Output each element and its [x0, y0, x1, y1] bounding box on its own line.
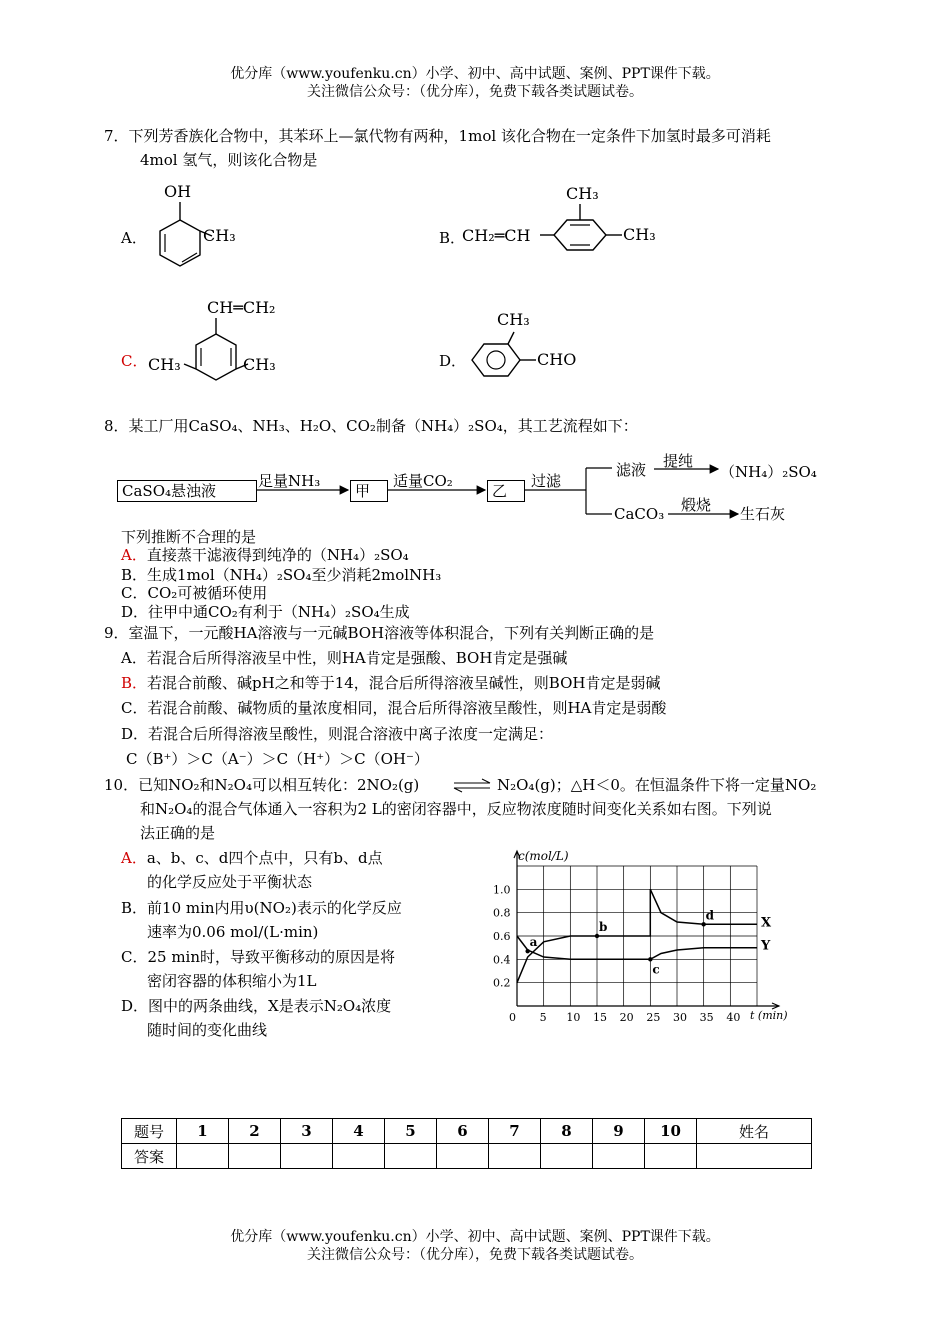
chart-xlabel: t (min)	[750, 1009, 788, 1022]
q10-option-a-label: A．	[121, 849, 147, 867]
question-number: 10	[645, 1119, 697, 1144]
chart-ylabel: c(mol/L)	[518, 849, 569, 863]
answer-cell[interactable]	[229, 1144, 281, 1169]
structure-c-ch3-left: CH₃	[148, 355, 181, 374]
structure-c-vinyl: CH═CH₂	[207, 298, 276, 317]
x-tick-label: 20	[619, 1011, 634, 1024]
structure-d-ch3: CH₃	[497, 310, 530, 329]
point-label-c: c	[652, 962, 660, 977]
chart-axes	[514, 851, 779, 1009]
series-label-X: X	[761, 915, 772, 931]
q9-option-d-line2: C（B⁺）＞C（A⁻）＞C（H⁺）＞C（OH⁻）	[126, 750, 429, 768]
flow-box-caso4: CaSO₄悬浊液	[117, 480, 257, 502]
answer-table-answer-row	[122, 1144, 812, 1169]
q8-option-a-label: A．	[121, 546, 147, 564]
q10-option-d-line2: 随时间的变化曲线	[147, 1021, 268, 1039]
q10-stem-3: 法正确的是	[140, 824, 216, 842]
q10-option-c-line2: 密闭容器的体积缩小为1L	[147, 972, 317, 990]
q10-stem-2: 和N₂O₄的混合气体通入一容积为2 L的密闭容器中，反应物浓度随时间变化关系如右图。下列说	[140, 800, 772, 818]
answer-cell[interactable]	[489, 1144, 541, 1169]
q9-option-a: A．若混合后所得溶液呈中性，则HA肯定是强酸、BOH肯定是强碱	[121, 649, 568, 667]
y-tick-label: 0.4	[493, 953, 511, 967]
q9-stem: 9．室温下，一元酸HA溶液与一元碱BOH溶液等体积混合，下列有关判断正确的是	[104, 624, 655, 642]
series-label-Y: Y	[761, 938, 771, 954]
q8-option-c: C．CO₂可被循环使用	[121, 584, 268, 602]
q9-option-c: C．若混合前酸、碱物质的量浓度相同，混合后所得溶液呈酸性，则HA肯定是弱酸	[121, 699, 667, 717]
flow-caco3: CaCO₃	[614, 505, 665, 523]
question-number: 4	[333, 1119, 385, 1144]
flow-arrow3-label: 过滤	[531, 472, 562, 490]
answer-cell[interactable]	[281, 1144, 333, 1169]
concentration-chart	[480, 838, 800, 1028]
point-a	[525, 949, 529, 953]
flow-product: （NH₄）₂SO₄	[720, 463, 817, 481]
x-tick-label: 5	[539, 1011, 547, 1024]
equilibrium-arrow	[452, 779, 492, 793]
chart-ticks	[493, 883, 740, 1024]
y-tick-label: 0.8	[493, 906, 511, 920]
question-number: 2	[229, 1119, 281, 1144]
question-number: 9	[593, 1119, 645, 1144]
q8-option-d: D．往甲中通CO₂有利于（NH₄）₂SO₄生成	[121, 603, 410, 621]
flow-box-yi: 乙	[487, 480, 525, 502]
question-number: 7	[489, 1119, 541, 1144]
header-line-1: 优分库（www.youfenku.cn）小学、初中、高中试题、案例、PPT课件下载。	[230, 66, 720, 82]
q7-option-c-label: C．	[121, 352, 148, 370]
structure-b-ch3-top: CH₃	[566, 184, 599, 203]
answer-cell[interactable]	[177, 1144, 229, 1169]
q9-option-b-label: B．	[121, 674, 148, 692]
point-b	[595, 934, 599, 938]
q7-option-a-label: A．	[121, 229, 147, 247]
question-number: 6	[437, 1119, 489, 1144]
x-tick-label: 40	[726, 1011, 741, 1024]
structure-a-ch3: CH₃	[203, 226, 236, 245]
q7-stem-2: 4mol 氢气，则该化合物是	[140, 151, 318, 169]
chart-points	[525, 908, 714, 976]
answer-table-header-row	[122, 1119, 812, 1144]
q7-stem-1: 7．下列芳香族化合物中，其苯环上—氯代物有两种，1mol 该化合物在一定条件下加氢时最多可消耗	[104, 127, 771, 145]
q10-option-b-line2: 速率为0.06 mol/(L·min)	[147, 923, 319, 941]
flow-purify-label: 提纯	[663, 452, 694, 470]
q10-option-d-line1: D．图中的两条曲线，X是表示N₂O₄浓度	[121, 997, 392, 1015]
x-tick-label: 35	[699, 1011, 714, 1024]
q10-option-c-line1: C．25 min时，导致平衡移动的原因是将	[121, 948, 396, 966]
point-label-b: b	[599, 920, 608, 934]
question-number: 1	[177, 1119, 229, 1144]
point-d	[701, 922, 705, 926]
footer-line-1: 优分库（www.youfenku.cn）小学、初中、高中试题、案例、PPT课件下载。	[230, 1229, 720, 1245]
q9-option-d: D．若混合后所得溶液呈酸性，则混合溶液中离子浓度一定满足：	[121, 725, 554, 743]
q10-stem-1a: 10．已知NO₂和N₂O₄可以相互转化：2NO₂(g)	[104, 776, 420, 794]
name-label: 姓名	[697, 1119, 812, 1144]
point-label-d: d	[705, 908, 715, 923]
y-tick-label: 0.6	[493, 930, 511, 943]
y-tick-label: 0.2	[493, 976, 511, 990]
point-label-a: a	[529, 935, 538, 950]
question-number-label: 题号	[122, 1119, 177, 1144]
structure-b-vinyl: CH₂═CH	[462, 226, 531, 245]
x-tick-label: 10	[566, 1011, 581, 1024]
answer-cell[interactable]	[645, 1144, 697, 1169]
flow-lime: 生石灰	[740, 505, 786, 523]
name-cell[interactable]	[697, 1144, 812, 1169]
x-tick-label: 15	[593, 1011, 607, 1024]
y-tick-label: 1.0	[493, 883, 511, 897]
q10-option-a-line2: 的化学反应处于平衡状态	[147, 873, 313, 891]
footer-line-2: 关注微信公众号：（优分库），免费下载各类试题试卷。	[307, 1247, 643, 1263]
q8-option-b: B．生成1mol（NH₄）₂SO₄至少消耗2molNH₃	[121, 566, 442, 584]
structure-a-oh: OH	[164, 182, 192, 201]
flow-calcine-label: 煅烧	[681, 496, 712, 514]
answer-cell[interactable]	[541, 1144, 593, 1169]
point-c	[648, 957, 652, 961]
q9-option-b: 若混合前酸、碱pH之和等于14，混合后所得溶液呈碱性，则BOH肯定是弱碱	[147, 674, 661, 692]
x-tick-label: 0	[509, 1011, 516, 1024]
q8-stem: 8．某工厂用CaSO₄、NH₃、H₂O、CO₂制备（NH₄）₂SO₄，其工艺流程如下：	[104, 417, 638, 435]
x-tick-label: 30	[673, 1011, 687, 1024]
header-line-2: 关注微信公众号：（优分库），免费下载各类试题试卷。	[307, 84, 643, 100]
flow-filtrate: 滤液	[616, 461, 647, 479]
structure-b-ch3-right: CH₃	[623, 225, 656, 244]
answer-cell[interactable]	[593, 1144, 645, 1169]
answer-table	[121, 1118, 812, 1169]
flow-arrows	[0, 0, 950, 600]
flow-arrow1-label: 足量NH₃	[258, 472, 321, 490]
answer-cell[interactable]	[385, 1144, 437, 1169]
question-number: 8	[541, 1119, 593, 1144]
answer-cell[interactable]	[333, 1144, 385, 1169]
q7-option-b-label: B．	[439, 229, 466, 247]
q8-prompt: 下列推断不合理的是	[121, 528, 257, 546]
flow-box-jia: 甲	[350, 480, 388, 502]
question-number: 5	[385, 1119, 437, 1144]
structure-c-ch3-right: CH₃	[243, 355, 276, 374]
flow-arrow2-label: 适量CO₂	[393, 472, 453, 490]
q10-stem-1b: N₂O₄(g)；△H＜0。在恒温条件下将一定量NO₂	[497, 776, 817, 794]
structure-d-cho: CHO	[537, 350, 577, 369]
x-tick-label: 25	[646, 1011, 661, 1024]
q8-option-a: 直接蒸干滤液得到纯净的（NH₄）₂SO₄	[146, 546, 409, 564]
answer-label: 答案	[122, 1144, 177, 1169]
question-number: 3	[281, 1119, 333, 1144]
answer-cell[interactable]	[437, 1144, 489, 1169]
q10-option-b-line1: B．前10 min内用υ(NO₂)表示的化学反应	[121, 899, 402, 917]
q10-option-a-line1: a、b、c、d四个点中，只有b、d点	[146, 849, 383, 867]
q7-option-d-label: D．	[439, 352, 467, 370]
